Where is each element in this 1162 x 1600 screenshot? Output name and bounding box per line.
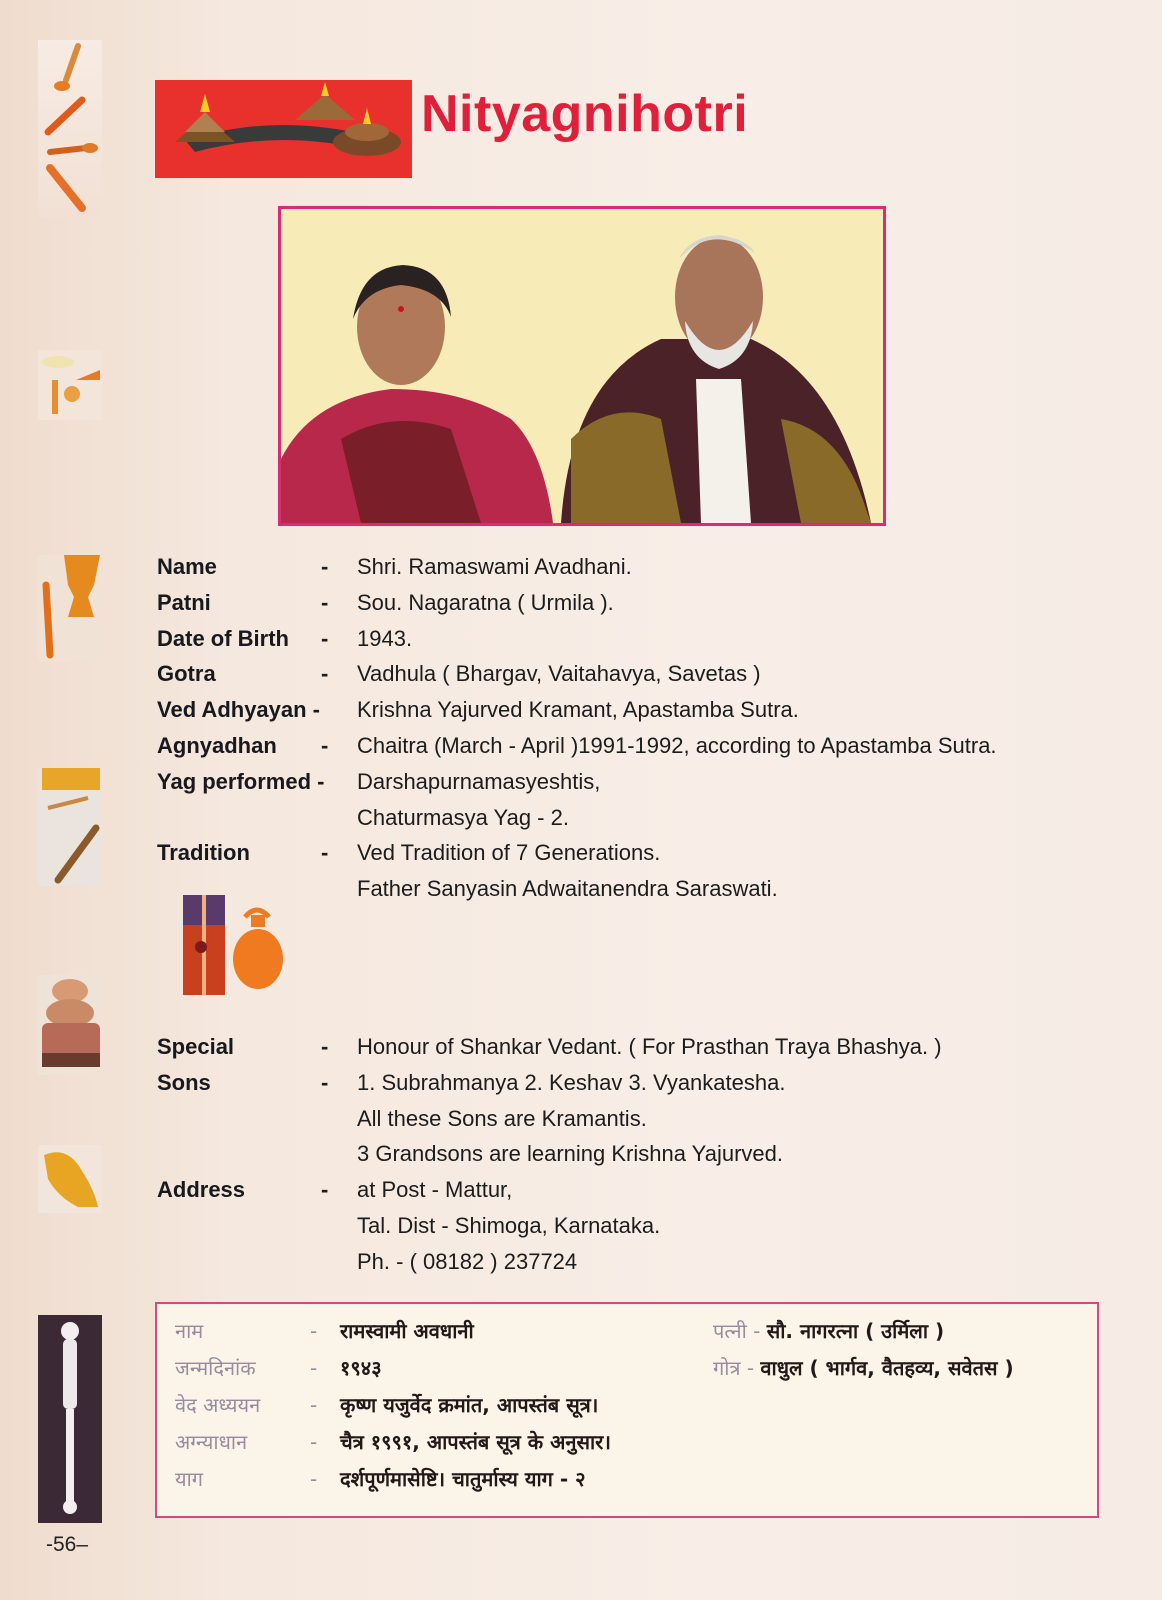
info-label: Ved Adhyayan -: [157, 697, 321, 723]
hindi-value: वाधुल ( भार्गव, वैतहव्य, सवेतस ): [760, 1356, 1014, 1380]
offering-stones-image: [38, 975, 102, 1075]
ritual-ladle-image: [38, 1315, 102, 1523]
info-value: Krishna Yajurved Kramant, Apastamba Sutra.: [357, 697, 799, 723]
info-value: Father Sanyasin Adwaitanendra Saraswati.: [357, 876, 778, 902]
info-label: Patni: [157, 589, 211, 615]
hindi-value: कृष्ण यजुर्वेद क्रमांत, आपस्तंब सूत्र।: [340, 1393, 599, 1417]
hindi-label: पत्नी -: [713, 1319, 761, 1343]
info-value: Chaitra (March - April )1991-1992, according to Apastamba Sutra.: [357, 732, 997, 758]
hindi-gotra: [713, 1351, 1014, 1385]
info-value: 3 Grandsons are learning Krishna Yajurved.: [357, 1141, 783, 1167]
hindi-value: चैत्र १९९१, आपस्तंब सूत्र के अनुसार।: [340, 1430, 611, 1454]
agnihotra-banner-image: [155, 80, 412, 178]
info-value: Shri. Ramaswami Avadhani.: [357, 554, 632, 579]
info-value: Honour of Shankar Vedant. ( For Prasthan Traya Bhashya. ): [357, 1034, 942, 1059]
hindi-label: वेद अध्ययन: [175, 1393, 261, 1417]
danda-kamandalu-icon: [183, 895, 288, 995]
page-title: Nityagnihotri: [421, 85, 749, 143]
hindi-label: जन्मदिनांक: [175, 1356, 256, 1380]
info-value: Ved Tradition of 7 Generations.: [357, 840, 661, 866]
info-label: Tradition: [157, 840, 250, 866]
hindi-label: गोत्र -: [713, 1356, 755, 1380]
info-value: Tal. Dist - Shimoga, Karnataka.: [357, 1212, 661, 1238]
info-value: Chaturmasya Yag - 2.: [357, 804, 569, 830]
mortar-pestle-image: [38, 555, 102, 662]
hindi-value: रामस्वामी अवधानी: [340, 1319, 474, 1343]
info-label: Name: [157, 554, 217, 579]
info-value: All these Sons are Kramantis.: [357, 1105, 647, 1131]
hindi-label: याग: [175, 1467, 204, 1491]
info-value: Ph. - ( 08182 ) 237724: [357, 1248, 578, 1274]
hindi-label: नाम: [175, 1319, 204, 1343]
info-label: Date of Birth: [157, 625, 289, 651]
ritual-sticks-image: [38, 768, 102, 886]
page-number: -56–: [46, 1533, 89, 1556]
info-label: Address: [157, 1177, 246, 1203]
info-label: Agnyadhan: [157, 732, 277, 758]
info-value: Sou. Nagaratna ( Urmila ).: [357, 589, 614, 615]
info-label: Yag performed -: [157, 768, 325, 794]
offering-spoon-image: [38, 1145, 102, 1213]
couple-photograph: [278, 206, 886, 526]
info-label: Gotra: [157, 661, 216, 687]
info-label: Sons: [157, 1069, 211, 1095]
info-value: Darshapurnamasyeshtis,: [357, 768, 601, 794]
info-label: Special: [157, 1034, 235, 1059]
hindi-summary-box: नाम - रामस्वामी अवधानी जन्मदिनांक - १९४३ वेद अध्ययन - कृष्ण यजुर्वेद क्रमांत, आपस्तंब सूत्र। अग्न्याधान - चैत्र १९९१, आपस्तंब सूत्र के अनुसार। याग - दर्शपूर्णमासेष्टि। चातुर्मास्य याग - २ पत्नी - सौ. नागरत्ना ( उर्मिला ) गोत्र - वाधुल ( भार्गव, वैतहव्य, सवेतस ): [155, 1302, 1099, 1518]
info-value: Vadhula ( Bhargav, Vaitahavya, Savetas ): [357, 661, 761, 687]
ritual-ladles-image: [38, 40, 102, 218]
hindi-value: दर्शपूर्णमासेष्टि। चातुर्मास्य याग - २: [340, 1467, 586, 1491]
info-value: at Post - Mattur,: [357, 1177, 513, 1203]
hindi-label: अग्न्याधान: [175, 1430, 248, 1454]
ritual-utensils-image: [38, 350, 102, 420]
info-value: 1943.: [357, 625, 413, 651]
hindi-value: सौ. नागरत्ना ( उर्मिला ): [766, 1319, 945, 1343]
info-value: 1. Subrahmanya 2. Keshav 3. Vyankatesha.: [357, 1069, 786, 1095]
hindi-value: १९४३: [340, 1356, 382, 1380]
hindi-patni: [713, 1314, 944, 1348]
